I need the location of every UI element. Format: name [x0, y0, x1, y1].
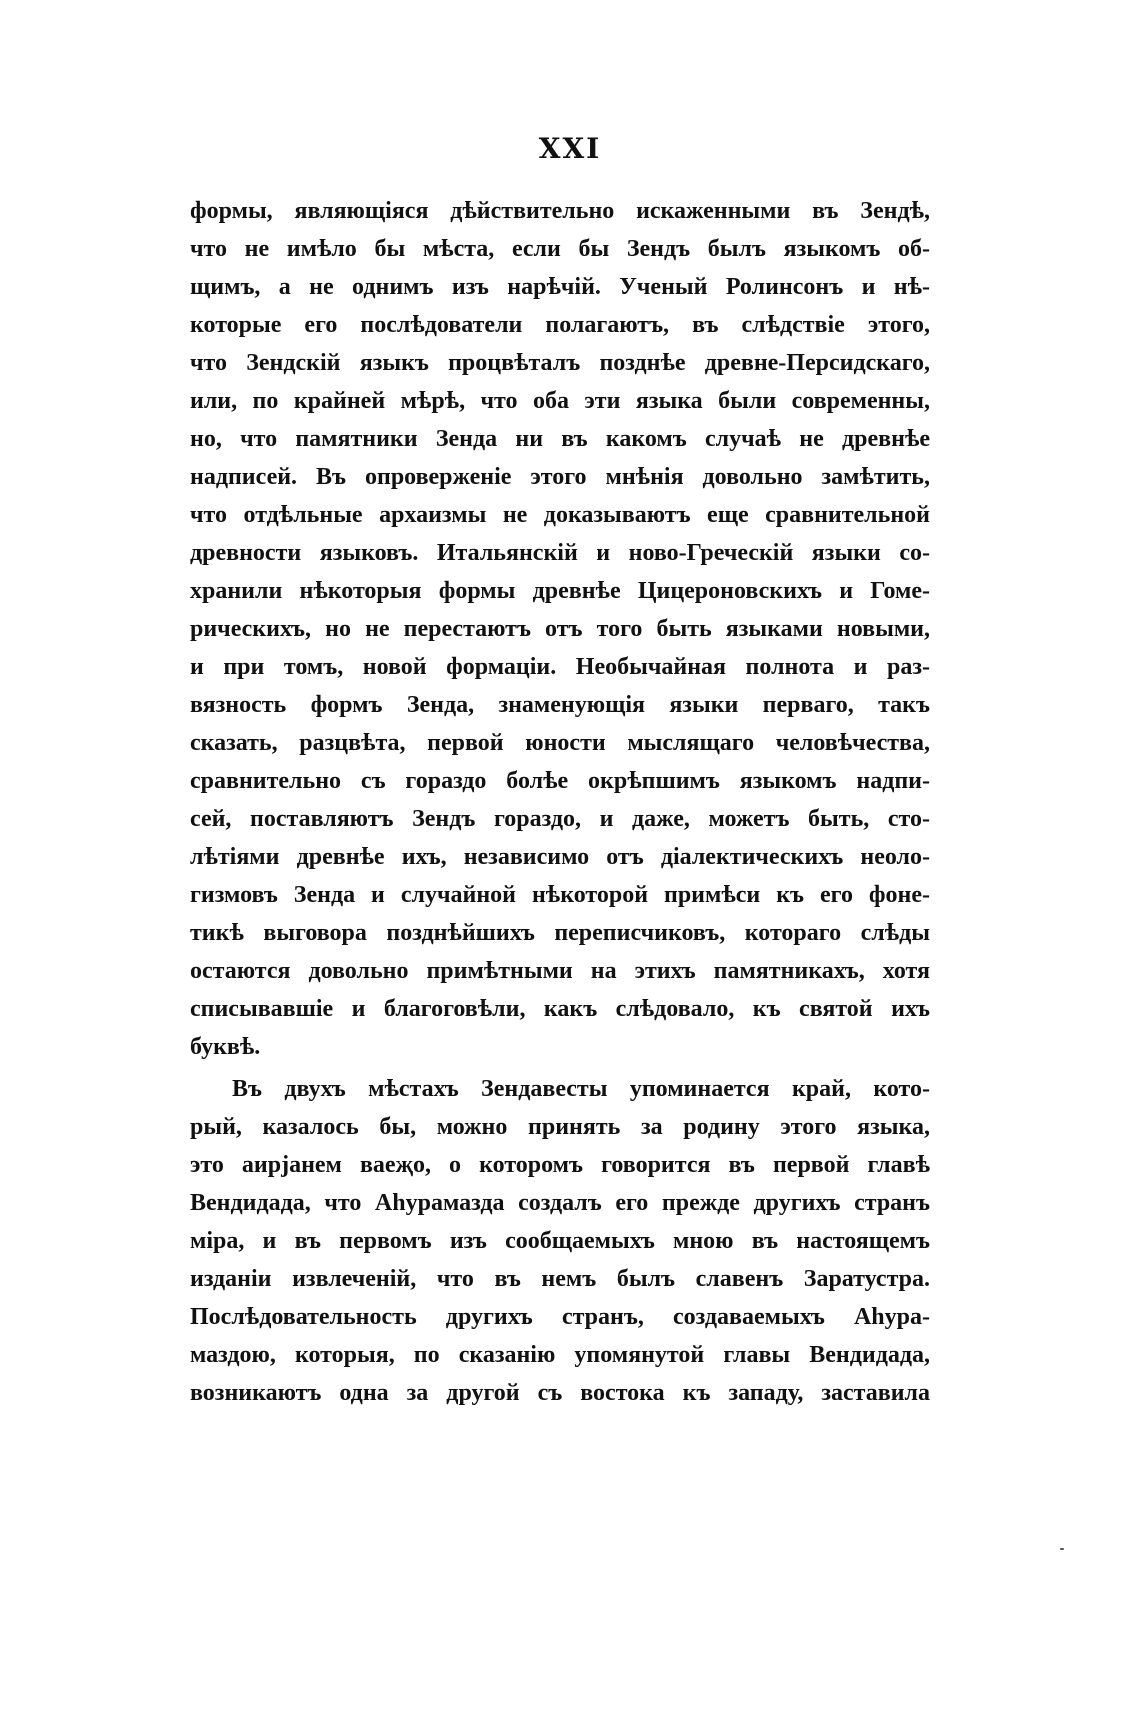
text-line: рическихъ, но не перестаютъ отъ того быть языками новыми, — [190, 616, 930, 642]
text-line: это аирjанем ваеҗо, о которомъ говорится въ первой главѣ — [190, 1152, 930, 1178]
text-line: остаются довольно примѣтными на этихъ памятникахъ, хотя — [190, 958, 930, 984]
text-line: что не имѣло бы мѣста, если бы Зендъ былъ языкомъ об- — [190, 236, 930, 262]
body-text — [190, 192, 930, 1412]
text-line: Въ двухъ мѣстахъ Зендавесты упоминается край, кото- — [232, 1076, 930, 1102]
text-line: формы, являющіяся дѣйствительно искаженными въ Зендѣ, — [190, 198, 930, 224]
text-line: или, по крайней мѣрѣ, что оба эти языка были современны, — [190, 388, 930, 414]
text-line: рый, казалось бы, можно принять за родину этого языка, — [190, 1114, 930, 1140]
text-line: сказать, разцвѣта, первой юности мыслящаго человѣчества, — [190, 730, 930, 756]
print-speck — [1060, 1548, 1064, 1550]
text-line: Вендидада, что Аhурамазда создалъ его прежде другихъ странъ — [190, 1190, 930, 1216]
text-line: изданіи извлеченій, что въ немъ былъ славенъ Заратустра. — [190, 1266, 930, 1292]
text-line: которые его послѣдователи полагаютъ, въ слѣдствіе этого, — [190, 312, 930, 338]
text-line: лѣтіями древнѣе ихъ, независимо отъ діалектическихъ неоло- — [190, 844, 930, 870]
text-line: возникаютъ одна за другой съ востока къ западу, заставила — [190, 1380, 930, 1406]
text-line: древности языковъ. Итальянскій и ново-Греческій языки со- — [190, 540, 930, 566]
page-number: XXI — [538, 132, 602, 165]
text-line: списывавшіе и благоговѣли, какъ слѣдовало, къ святой ихъ — [190, 996, 930, 1022]
text-line: но, что памятники Зенда ни въ какомъ случаѣ не древнѣе — [190, 426, 930, 452]
paragraph-2 — [190, 1070, 930, 1412]
text-line: маздою, которыя, по сказанію упомянутой главы Вендидада, — [190, 1342, 930, 1368]
paragraph-1 — [190, 192, 930, 1066]
text-line: хранили нѣкоторыя формы древнѣе Цицероновскихъ и Гоме- — [190, 578, 930, 604]
text-line: что отдѣльные архаизмы не доказываютъ еще сравнительной — [190, 502, 930, 528]
text-line: сравнительно съ гораздо болѣе окрѣпшимъ языкомъ надпи- — [190, 768, 930, 794]
text-line: Послѣдовательность другихъ странъ, создаваемыхъ Аhура- — [190, 1304, 930, 1330]
text-line: что Зендскій языкъ процвѣталъ позднѣе древне-Персидскаго, — [190, 350, 930, 376]
text-line: міра, и въ первомъ изъ сообщаемыхъ мною въ настоящемъ — [190, 1228, 930, 1254]
text-line: буквѣ. — [190, 1034, 261, 1060]
text-line: тикѣ выговора позднѣйшихъ переписчиковъ, котораго слѣды — [190, 920, 930, 946]
text-line: и при томъ, новой формаціи. Необычайная полнота и раз- — [190, 654, 930, 680]
text-line: сей, поставляютъ Зендъ гораздо, и даже, можетъ быть, сто- — [190, 806, 930, 832]
text-line: надписей. Въ опроверженіе этого мнѣнія довольно замѣтить, — [190, 464, 930, 490]
text-line: гизмовъ Зенда и случайной нѣкоторой примѣси къ его фоне- — [190, 882, 930, 908]
text-line: вязность формъ Зенда, знаменующія языки перваго, такъ — [190, 692, 930, 718]
text-line: щимъ, а не однимъ изъ нарѣчій. Ученый Ролинсонъ и нѣ- — [190, 274, 930, 300]
